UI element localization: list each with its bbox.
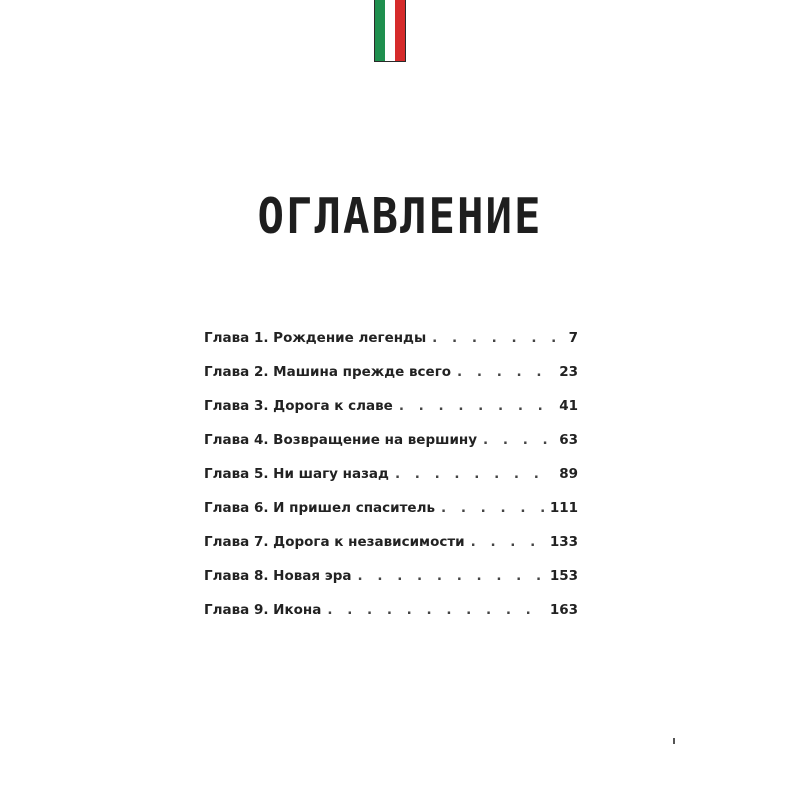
toc-entry-6[interactable] — [204, 500, 578, 534]
toc-entry-label: Глава 6. И пришел спаситель — [204, 500, 436, 516]
toc-entry-label: Глава 7. Дорога к независимости — [204, 534, 465, 550]
toc-dot-leader — [471, 534, 544, 550]
toc-entry-9[interactable] — [204, 602, 578, 636]
flag-stripe-red — [395, 0, 405, 61]
toc-entry-page: 23 — [559, 364, 578, 380]
toc-dot-leader — [358, 568, 544, 584]
toc-entry-label: Глава 5. Ни шагу назад — [204, 466, 389, 482]
toc-entry-label: Глава 9. Икона — [204, 602, 322, 618]
toc-dot-leader — [399, 398, 553, 414]
flag-stripe-green — [375, 0, 385, 61]
table-of-contents — [204, 330, 578, 636]
toc-entry-label: Глава 1. Рождение легенды — [204, 330, 427, 346]
toc-dot-leader — [327, 602, 543, 618]
toc-entry-3[interactable] — [204, 398, 578, 432]
toc-entry-page: 41 — [559, 398, 578, 414]
toc-entry-7[interactable] — [204, 534, 578, 568]
toc-entry-label: Глава 8. Новая эра — [204, 568, 352, 584]
toc-entry-8[interactable] — [204, 568, 578, 602]
page-folio-mark — [673, 738, 675, 744]
toc-entry-page: 133 — [549, 534, 578, 550]
toc-entry-label: Глава 2. Машина прежде всего — [204, 364, 452, 380]
toc-entry-label: Глава 4. Возвращение на вершину — [204, 432, 478, 448]
toc-entry-page: 111 — [549, 500, 578, 516]
toc-entry-2[interactable] — [204, 364, 578, 398]
toc-dot-leader — [441, 500, 544, 516]
toc-entry-4[interactable] — [204, 432, 578, 466]
toc-entry-page: 153 — [549, 568, 578, 584]
flag-stripe-white — [385, 0, 395, 61]
toc-entry-page: 163 — [549, 602, 578, 618]
toc-dot-leader — [483, 432, 553, 448]
toc-dot-leader — [395, 466, 553, 482]
italian-flag-icon — [374, 0, 406, 62]
page-title: ОГЛАВЛЕНИЕ — [257, 188, 543, 246]
toc-entry-page: 63 — [559, 432, 578, 448]
toc-dot-leader — [432, 330, 556, 346]
toc-entry-label: Глава 3. Дорога к славе — [204, 398, 393, 414]
toc-entry-page: 89 — [559, 466, 578, 482]
toc-entry-1[interactable] — [204, 330, 578, 364]
toc-entry-5[interactable] — [204, 466, 578, 500]
toc-dot-leader — [457, 364, 553, 380]
toc-entry-page: 7 — [568, 330, 578, 346]
